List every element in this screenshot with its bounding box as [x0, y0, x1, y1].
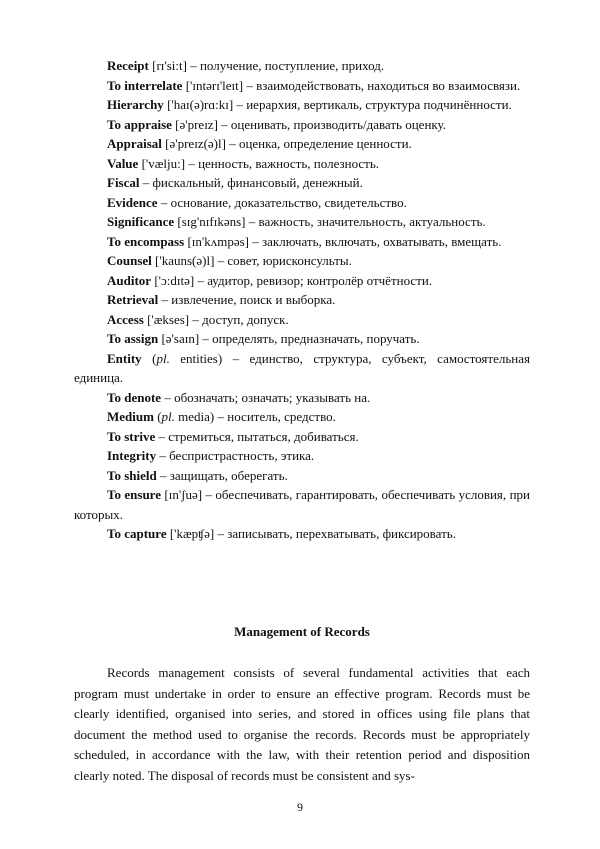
glossary-definition: ['vælju:] – ценность, важность, полезность.: [138, 155, 380, 171]
glossary-entry: [74, 56, 530, 76]
glossary-term: Appraisal: [107, 136, 162, 151]
body-paragraph: Records management consists of several fundamental activities that each program must undertake in order to ensure an effective program. Records must be clearly identified, organised into series, and stored in offices using file plans that document the method used to organise the records. Records must be appropriately scheduled, in accordance with the law, with their retention period and disposition clearly noted. The disposal of records must be consistent and sys-: [74, 665, 530, 783]
glossary-definition: [ɪn'kʌmpəs] – заключать, включать, охватывать, вмещать.: [184, 233, 502, 249]
glossary-entry: [74, 485, 530, 524]
glossary-definition: – стремиться, пытаться, добиваться.: [155, 428, 359, 444]
glossary-pre: (: [153, 409, 162, 424]
glossary-definition: [ə'preɪz(ə)l] – оценка, определение ценности.: [161, 136, 412, 151]
glossary-entry: [74, 290, 530, 310]
glossary-term: Hierarchy: [107, 97, 164, 112]
glossary-definition: [ɪn'ʃuə] – обеспечивать, гарантировать, обеспечивать условия, при которых.: [74, 487, 530, 522]
glossary-definition: – фискальный, финансовый, денежный.: [139, 175, 363, 190]
glossary-definition: media) – носитель, средство.: [174, 409, 336, 424]
glossary-term: Access: [107, 311, 144, 327]
glossary-term: Significance: [107, 214, 175, 229]
glossary-term: To encompass: [107, 233, 185, 249]
glossary-entry: [74, 329, 530, 349]
glossary-term: To appraise: [107, 116, 172, 132]
glossary-definition: ['ækses] – доступ, допуск.: [143, 311, 289, 327]
glossary-term: Auditor: [107, 272, 152, 288]
glossary-term: Fiscal: [107, 175, 140, 190]
glossary-italic: pl.: [161, 409, 175, 424]
glossary-entry: [74, 193, 530, 213]
glossary-term: Counsel: [107, 253, 152, 268]
glossary-entry: [74, 524, 530, 544]
glossary-entry: [74, 310, 530, 330]
glossary-term: To shield: [107, 467, 157, 483]
glossary-term: Value: [107, 155, 139, 171]
glossary-term: Entity: [107, 350, 142, 366]
glossary-pre: (: [141, 350, 157, 366]
glossary-entry: [74, 466, 530, 486]
glossary-definition: ['ɔ:dɪtə] – аудитор, ревизор; контролёр отчётности.: [151, 272, 433, 288]
glossary-definition: – обозначать; означать; указывать на.: [161, 389, 371, 405]
glossary-entry: [74, 76, 530, 96]
glossary-definition: [sɪg'nɪfɪkəns] – важность, значительность, актуальность.: [174, 214, 486, 229]
glossary-term: Evidence: [107, 194, 158, 210]
glossary-term: Medium: [107, 409, 154, 424]
glossary-entry: [74, 388, 530, 408]
glossary-definition: ['ɪntərɪ'leɪt] – взаимодействовать, находиться во взаимосвязи.: [182, 77, 521, 93]
glossary-list: [74, 56, 530, 544]
glossary-term: Receipt: [107, 58, 149, 73]
glossary-definition: ['haɪ(ə)rɑ:kɪ] – иерархия, вертикаль, структура подчинённости.: [163, 97, 512, 112]
page-number: 9: [297, 800, 303, 814]
glossary-definition: [ə'preɪz] – оценивать, производить/давать оценку.: [171, 116, 446, 132]
glossary-definition: – извлечение, поиск и выборка.: [158, 292, 336, 307]
glossary-definition: [rɪ'si:t] – получение, поступление, приход.: [148, 58, 385, 73]
glossary-entry: [74, 232, 530, 252]
glossary-definition: – беспристрастность, этика.: [156, 448, 315, 463]
glossary-entry: [74, 212, 530, 232]
glossary-entry: [74, 115, 530, 135]
glossary-term: To assign: [107, 331, 159, 346]
glossary-entry: [74, 95, 530, 115]
glossary-term: Integrity: [107, 448, 157, 463]
glossary-entry: [74, 154, 530, 174]
glossary-term: To denote: [107, 389, 162, 405]
glossary-definition: entities) – единство, структура, субъект, самостоятельная единица.: [74, 350, 530, 385]
glossary-definition: [ə'saɪn] – определять, предназначать, поручать.: [158, 331, 420, 346]
glossary-term: To interrelate: [107, 77, 183, 93]
glossary-term: To strive: [107, 428, 156, 444]
glossary-entry: [74, 427, 530, 447]
glossary-term: To ensure: [107, 487, 161, 502]
glossary-term: Retrieval: [107, 292, 159, 307]
glossary-entry: [74, 446, 530, 466]
glossary-entry: [74, 271, 530, 291]
glossary-definition: ['kæpʧə] – записывать, перехватывать, фиксировать.: [166, 526, 456, 541]
glossary-term: To capture: [107, 526, 167, 541]
glossary-definition: ['kauns(ə)l] – совет, юрисконсульты.: [151, 253, 352, 268]
glossary-entry: [74, 173, 530, 193]
glossary-italic: pl.: [156, 350, 170, 366]
section-title: Management of Records: [234, 624, 370, 639]
glossary-definition: – основание, доказательство, свидетельство.: [157, 194, 407, 210]
glossary-entry: [74, 349, 530, 388]
glossary-entry: [74, 407, 530, 427]
glossary-entry: [74, 134, 530, 154]
glossary-definition: – защищать, оберегать.: [156, 467, 288, 483]
glossary-entry: [74, 251, 530, 271]
